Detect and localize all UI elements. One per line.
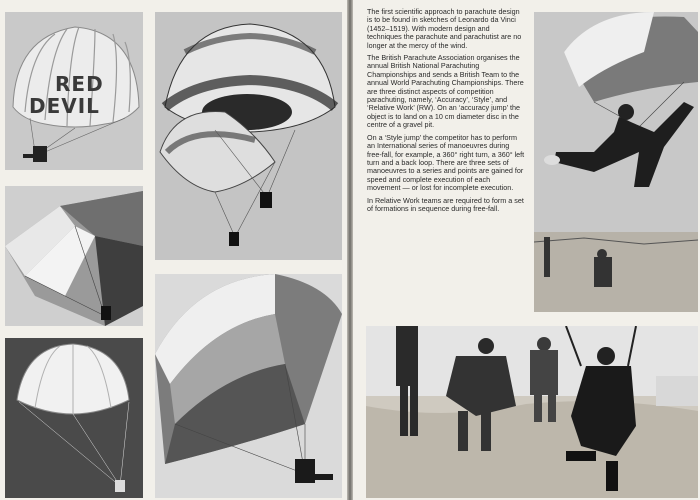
paragraph-history: The first scientific approach to parachute design is to be found in sketches of Leonardo da Vinci (1452–1519). With modern design and techniques the parachute and parachutist are no longer at the mercy of the wind. [367,7,522,50]
ram-air-canopy-illustration [155,274,342,498]
photo-parachutist-legs-raised [534,12,698,312]
ground-crew-illustration [366,326,698,498]
round-canopy-illustration [5,338,143,498]
photo-red-devil-canopy [5,12,143,170]
article-text [367,8,525,217]
photo-square-canopy [5,186,143,326]
canopy-word-devil: DEVIL [29,94,100,118]
canopy-word-red: RED [55,72,104,96]
photo-ram-air-canopy [155,274,342,498]
photo-round-white-canopy [5,338,143,498]
photo-ground-crew [366,326,698,498]
striped-canopy-illustration [155,12,342,260]
landing-parachutist-illustration [534,12,698,312]
square-canopy-illustration [5,186,143,326]
paragraph-relative-work: In Relative Work teams are required to form a set of formations in sequence during free-fall. [367,195,524,213]
paragraph-style-jump: On a ‘Style jump’ the competitor has to perform an International series of manoeuvres during free-fall, for example, a 360° right turn, a 360° left turn and a back loop. There are three sets of manoeuvres to a series and points are gained for speed and complete execution of each movement — or lost for incomplete execution. [367,132,525,193]
photo-striped-canopy [155,12,342,260]
paragraph-competition: The British Parachute Association organises the annual British National Parachuting Championships and sends a British Team to the annual World Parachuting Championships. There are three distinct aspects of competition parachuting, namely, ‘Accuracy’, ‘Style’, and ‘Relative Work’ (RW). On an ‘accuracy jump’ the object is to land on a 10 cm diameter disc in the centre of a gravel pit. [367,53,524,130]
